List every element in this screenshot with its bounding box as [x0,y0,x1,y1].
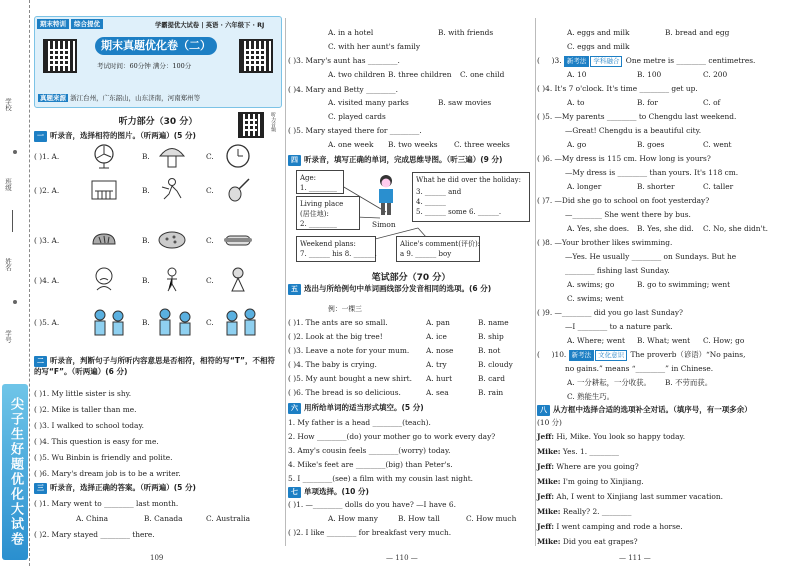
audio-qr-caption: 听力音频 [270,112,276,132]
dialog-line [537,492,723,502]
holiday-blank-3: 3. ______ and [416,188,462,196]
option-b: B. 100 [637,70,662,79]
mc-question: ( )4. It's 7 o'clock. It's time ________ get up. [537,84,698,93]
simon-label: Simon [372,220,396,229]
listening-title: 听力部分（30 分） [118,117,198,127]
option-a: A. one week [328,140,374,149]
option-a: A. China [76,514,108,523]
source-label: 真题来源 [40,94,66,102]
fill-question: 1. My father is a head ________(teach). [288,418,431,427]
holiday-blank-4: 4. ______ [416,198,446,206]
speaker: Mike: [537,507,561,516]
option-a: A. in a hotel [328,28,374,37]
comment-box: Alice's comment(评价): a 9. ______ boy [396,236,480,262]
dialog-line [537,432,685,442]
living-place-box: Living place (居住地): 2. ________ [296,196,360,230]
option-a: A. How many [328,514,378,523]
mushroom-icon[interactable] [154,143,190,169]
question-number: ( )4. A. [34,276,60,285]
option-a: A. nose [426,346,454,355]
weekend-plans-box: Weekend plans: 7. ______ his 8. ______. [296,236,376,262]
mc-question: ( )2. I like ________ for breakfast very much. [288,528,452,537]
mc-question-line: no gains.” means “________” in Chinese. [565,364,714,373]
phonics-question: ( )1. The ants are so small. [288,318,388,327]
tag-final: 期末特训 [37,19,69,29]
speaker: Mike: [537,537,561,546]
option-c: C. Australia [206,514,251,523]
mc-question-line: —Yes. He usually ________ on Sundays. But he [565,252,737,261]
option-b: B. saw movies [438,98,492,107]
fill-question: 2. How ________(do) your mother go to work every day? [288,432,496,441]
option-b-label: B. [142,152,150,161]
option-c: C. 200 [703,70,728,79]
example-label: 例：一棵三 [328,305,362,313]
option-c: C. swims; went [567,294,624,303]
phonics-question: ( )3. Leave a note for your mum. [288,346,410,355]
age-box: Age: 1. ________ [296,170,344,194]
option-a: A. Yes, she does. [567,224,630,233]
option-a: A. hurt [426,374,453,383]
option-b: B. goes [637,140,665,149]
mc-question-line: —Great! Chengdu is a beautiful city. [565,126,702,135]
option-a: A. sea [426,388,449,397]
option-b: B. shorter [637,182,675,191]
mc-question: ( )5. Mary stayed there for ________. [288,126,422,135]
option-b: B. three children [388,70,452,79]
dialog-text: Did you eat grapes? [562,537,638,546]
mc-question-line: ________ fishing last Sunday. [565,266,670,275]
dialog-line [537,462,639,472]
holiday-blank-5: 5. ______ some 6. ______. [416,208,502,216]
fan-icon[interactable] [86,143,122,169]
column-left [34,0,282,566]
option-b: B. Yes, she did. [637,224,694,233]
hotdog-icon[interactable] [220,226,256,252]
page-number: — 111 — [619,554,651,562]
dialog-text: Where are you going? [556,462,639,471]
phonics-question: ( )2. Look at the big tree! [288,332,383,341]
question-text: One metre is ________ centimetres. [625,56,756,65]
boy-figure-icon [372,174,400,218]
girl-icon[interactable] [220,266,256,292]
source-text: 浙江台州，广东韶山，山东济南，河南郑州等 [70,94,201,102]
fill-question: 3. Amy's cousin feels ________(worry) today. [288,446,451,455]
option-c: C. How much [466,514,517,523]
dialog-line [537,507,631,517]
question-text: The proverb（谚语）“No pains, [630,350,746,359]
option-b: B. 不劳而获。 [665,378,713,387]
option-b: B. ship [478,332,504,341]
option-b: B. Canada [144,514,183,523]
dialog-line [537,522,683,532]
speaker: Jeff: [537,522,554,531]
option-b: B. with friends [438,28,494,37]
speaker: Jeff: [537,462,554,471]
option-a: A. try [426,360,447,369]
option-a: A. ice [426,332,447,341]
option-b: B. cloudy [478,360,513,369]
dialog-text: Really? 2. ________ [562,507,632,516]
section-instruction: 听录音，选择相符的图片。（听两遍）(5 分) [50,131,196,140]
fill-question: 5. I ________(see) a film with my cousin last night. [288,474,474,483]
section-instruction: 选出与所给例句中单词画线部分发音相同的选项。(6 分) [304,284,492,293]
written-title: 笔试部分（70 分） [371,273,451,283]
dialog-text: I went camping and rode a horse. [556,522,683,531]
dialog-text: Ah, I went to Xinjiang last summer vacation. [556,492,723,501]
option-c: C. 熟能生巧。 [567,392,615,401]
brand-logo: 尖子生好题优化大试卷 [2,384,28,560]
question-number: ( )2. A. [34,186,60,195]
section-2-header [34,356,282,378]
section-8-header [537,404,795,416]
option-c: C. played cards [328,112,386,121]
option-a: A. eggs and milk [567,28,630,37]
column-right [537,0,795,566]
option-a: A. swims; go [567,280,615,289]
column-divider [535,18,536,546]
dialog-line [537,537,638,547]
section-instruction: 用所给单词的适当形式填空。(5 分) [304,403,424,412]
option-c: C. went [703,140,732,149]
two-kids-icon[interactable] [152,306,198,340]
column-middle [288,0,534,566]
option-c-label: C. [206,236,214,245]
option-a: A. pan [426,318,450,327]
question-number: ( )5. A. [34,318,60,327]
phonics-question: ( )6. The bread is so delicious. [288,388,401,397]
mc-question: ( )9. —________ did you go last Sunday? [537,308,683,317]
tf-question: ( )1. My little sister is shy. [34,389,132,398]
dialog-line [537,447,619,457]
section-instruction: 听录音，填写正确的单词，完成思维导图。（听三遍）(9 分) [304,155,503,164]
section-6-header [288,402,534,414]
mc-question-line: —I ________ to a nature park. [565,322,673,331]
option-b-label: B. [142,318,150,327]
option-c: C. eggs and milk [567,42,630,51]
mc-question: ( )7. —Did she go to school on foot yesterday? [537,196,710,205]
option-a: A. go [567,140,587,149]
name-field: 姓名 [4,258,12,271]
section-number: 五 [288,284,301,295]
option-b-label: B. [142,236,150,245]
section-number: 四 [288,155,301,166]
mc-question: ( )1. Mary went to ________ last month. [34,499,179,508]
option-c: C. with her aunt's family [328,42,420,51]
tf-question: ( )6. Mary's dream job is to be a writer. [34,469,181,478]
new-method-tag: 新考法 [564,56,590,67]
option-a: A. 一分耕耘，一分收获。 [567,378,651,387]
option-a: A. 10 [567,70,587,79]
option-c: C. one child [460,70,505,79]
binding-margin [0,0,30,566]
section-5-header [288,284,534,306]
dialog-text: I'm going to Xinjiang. [562,477,644,486]
subject-fusion-tag: 学科融合 [590,56,622,67]
qr-code-icon [239,39,273,73]
option-c: C. of [703,98,721,107]
option-c: C. taller [703,182,734,191]
piano-icon[interactable] [86,177,122,203]
option-b-label: B. [142,276,150,285]
banner-tags [37,19,105,30]
series-label: 学霸提优大试卷 | 英语 · 六年级下 · RJ [155,22,265,29]
section-3-header [34,482,282,494]
question-number: ( )1. A. [34,152,60,161]
section-instruction: 单项选择。(10 分) [304,487,369,496]
holiday-box [412,172,530,222]
option-b: B. for [637,98,658,107]
school-field: 学校 [4,98,12,111]
section-1-header [34,130,282,142]
binding-hole [13,300,17,304]
mc-question-3: ( )3. 新考法 学科融合 One metre is ________ centimetres. [537,56,756,65]
column-divider [285,18,286,546]
option-a: A. longer [567,182,602,191]
skating-icon[interactable] [154,177,190,203]
speaker: Mike: [537,447,561,456]
mc-question-10: ( )10. 新考法 文化意识 The proverb（谚语）“No pains, [537,350,746,359]
option-c-label: C. [206,276,214,285]
option-c: C. No, she didn't. [703,224,768,233]
tf-question: ( )2. Mike is taller than me. [34,405,137,414]
pizza-icon[interactable] [154,226,190,252]
option-c: C. three weeks [454,140,510,149]
option-c: C. How; go [703,336,745,345]
option-b: B. How tall [398,514,440,523]
dialog-text: Yes. 1. ________ [562,447,619,456]
dialog-text: Hi, Mike. You look so happy today. [556,432,686,441]
source-line [38,93,200,102]
mc-question: ( )8. —Your brother likes swimming. [537,238,673,247]
section-number: 三 [34,483,47,494]
violin-icon[interactable] [220,177,256,203]
mc-question-line: —My dress is ________ than yours. It's 118 cm. [565,168,739,177]
fill-question: 4. Mike's feet are ________(big) than Peter's. [288,460,453,469]
two-kids-icon[interactable] [86,306,132,340]
student-id-field: 学号 [4,330,12,343]
section-number: 六 [288,403,301,414]
speaker: Jeff: [537,492,554,501]
page-number: — 110 — [386,554,418,562]
option-b: B. go to swimming; went [637,280,731,289]
clock-icon[interactable] [220,143,256,169]
dialog-line [537,477,644,487]
mc-question: ( )6. —My dress is 115 cm. How long is yours? [537,154,711,163]
exam-meta: 考试时间：60分钟 满分：100分 [97,62,192,70]
tf-question: ( )3. I walked to school today. [34,421,144,430]
option-c-label: C. [206,318,214,327]
mc-question: ( )1. —________ dolls do you have? —I have 6. [288,500,456,509]
binding-rule [12,210,13,232]
tf-question: ( )5. Wu Binbin is friendly and polite. [34,453,173,462]
mc-question: ( )2. Mary stayed ________ there. [34,530,155,539]
option-b: B. card [478,374,505,383]
option-c-label: C. [206,186,214,195]
question-number: ( )3. A. [34,236,60,245]
class-field: 班级 [4,178,12,191]
new-method-tag: 新考法 [569,350,595,361]
option-b: B. name [478,318,509,327]
tag-improve: 综合提优 [71,19,103,29]
binding-hole [13,150,17,154]
mc-question-line: —________ She went there by bus. [565,210,691,219]
option-a: A. two children [328,70,386,79]
section-number: 一 [34,131,47,142]
option-a: A. visited many parks [328,98,409,107]
option-a: A. to [567,98,585,107]
phonics-question: ( )5. My aunt bought a new shirt. [288,374,412,383]
option-b: B. bread and egg [665,28,730,37]
option-c-label: C. [206,152,214,161]
option-a: A. Where; went [567,336,625,345]
section-8-score: (10 分) [537,418,562,427]
mc-question: ( )5. —My parents ________ to Chengdu last weekend. [537,112,737,121]
culture-tag: 文化意识 [595,350,627,361]
option-b: B. rain [478,388,504,397]
tf-question: ( )4. This question is easy for me. [34,437,159,446]
qr-code-icon [43,39,77,73]
two-kids-icon[interactable] [218,306,264,340]
speaker: Jeff: [537,432,554,441]
section-4-header [288,154,534,166]
phonics-question: ( )4. The baby is crying. [288,360,377,369]
section-instruction: 从方框中选择合适的选项补全对话。（填序号，有一项多余） [553,405,752,414]
page-number: 109 [150,554,164,562]
option-b-label: B. [142,186,150,195]
holiday-question: What he did over the holiday: [416,176,521,184]
title-banner [34,16,282,108]
walking-boy-icon[interactable] [154,266,190,292]
option-b: B. two weeks [388,140,438,149]
section-number: 二 [34,356,47,367]
section-7-header [288,486,534,498]
section-instruction: 听录音，选择正确的答案。（听两遍）(5 分) [50,483,196,492]
mc-question: ( )4. Mary and Betty ________. [288,85,398,94]
section-instruction: 听录音，判断句子与所听内容意思是否相符，相符的写“T”，不相符的写“F”。（听两遍）(6 分) [34,356,275,376]
option-b: B. not [478,346,501,355]
speaker: Mike: [537,477,561,486]
section-number: 七 [288,487,301,498]
crying-boy-icon[interactable] [86,266,122,292]
option-b: B. What; went [637,336,691,345]
bread-icon[interactable] [86,226,122,252]
exam-title: 期末真题优化卷（二） [95,37,217,55]
section-number: 八 [537,405,550,416]
mc-question: ( )3. Mary's aunt has ________. [288,56,400,65]
